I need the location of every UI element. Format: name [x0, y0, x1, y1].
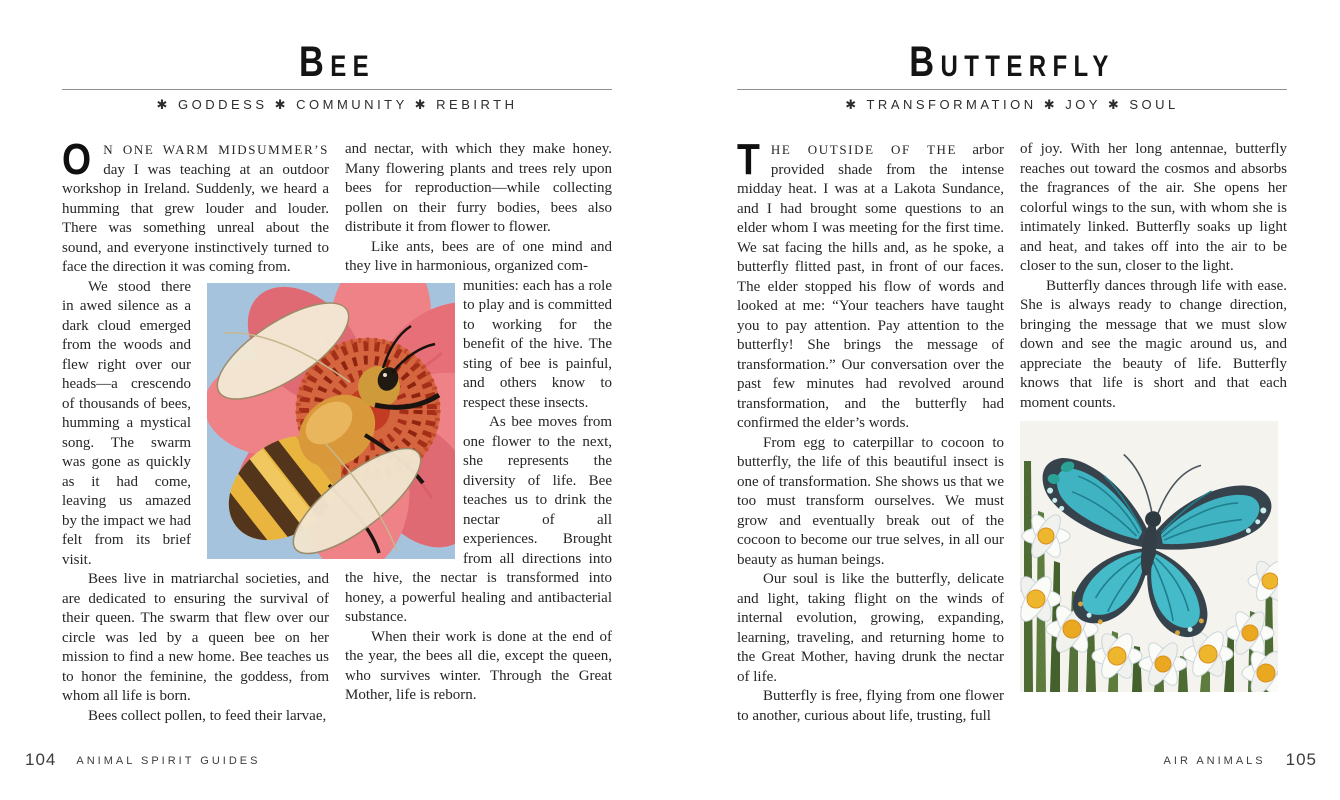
chapter-keywords-bee: ✱ GODDESS ✱ COMMUNITY ✱ REBIRTH [156, 97, 518, 112]
page-number-left: 104 [25, 750, 57, 769]
page-body-butterfly [737, 140, 1287, 758]
butterfly-column-2 [1020, 140, 1287, 758]
paragraph: As bee moves from one flower to the next, she represents the diversity of life. Bee teaches us to drink the nectar of all experiences. Brought from all directions into the hive, the nectar is transformed into honey, a powerful healing and antibacterial substance. [345, 414, 612, 625]
paragraph: and nectar, with which they make honey. Many flowering plants and trees rely upon bees for reproduction—while collecting pollen on their furry bodies, bees also distribute it from flower to flower. [345, 141, 612, 235]
butterfly-illustration [1020, 421, 1278, 692]
paragraph: Like ants, bees are of one mind and they live in harmonious, organized com- [345, 238, 612, 274]
chapter-title-butterfly: BUTTERFLY [909, 38, 1115, 86]
chapter-header-bee [62, 40, 612, 113]
title-rule [62, 89, 612, 90]
paragraph: Butterfly is free, flying from one flower to another, curious about life, trusting, full [737, 688, 1004, 724]
paragraph: From egg to caterpillar to cocoon to butterfly, the life of this beautiful insect is one of transformation. She shows us that we too must transform ourselves. We must grow and eventually break out of the cocoon to become our true selves, in all our beauty as human beings. [737, 434, 1004, 568]
paragraph-text: arbor provided shade from the intense midday heat. I was at a Lakota Sundance, and I had brought some questions to an elder whom I was meeting for the first time. We sat facing the hills and, as he spoke, a butterfly flitted past, in front of our faces. The elder stopped his flow of words and looked at me: “Your teachers have taught you to pay attention. Pay attention to the butterfly! She brings the message of transformation.” Our conversation over the past few minutes had revolved around transformation, and the butterfly had confirmed the elder’s words. [737, 142, 1004, 431]
paragraph: Butterfly dances through life with ease. She is always ready to change direction, bringing the message that we must slow down and see the magic around us, and appreciate the beauty of life. Butterfly knows that life is short and that each moment counts. [1020, 277, 1287, 411]
paragraph-opening-butterfly [737, 140, 1004, 434]
paragraph-opening-bee [62, 140, 329, 278]
paragraph: We stood there in awed silence as a dark cloud emerged from the woods and flew right over our heads—a crescendo of thousands of bees, humming a mystical song. The swarm was gone as quickly as it had come, leaving us amazed by the impact we had felt from its brief visit. [62, 278, 191, 568]
paragraph: When their work is done at the end of the year, the bees all die, except the queen, who survives winter. Through the Great Mother, life is reborn. [345, 628, 612, 703]
opening-smallcaps: HE OUTSIDE OF THE [770, 142, 958, 157]
paragraph: Our soul is like the butterfly, delicate and light, taking flight on the winds of internal evolution, growing, expanding, learning, traveling, and returning home to the Great Mother, having drunk the nectar of life. [737, 571, 1004, 685]
paragraph-continuation: of joy. With her long antennae, butterfly reaches out toward the cosmos and absorbs the fragrances of the air. She opens her colorful wings to the sun, with whom she is intimately linked. Butterfly soaks up light and heat, and takes off into the air to be closer to the sun, closer to the light. [1020, 141, 1287, 274]
chapter-title-bee: BEE [298, 38, 376, 86]
page-bee [62, 40, 612, 758]
title-rule [737, 89, 1287, 90]
dropcap-t: T [737, 140, 760, 184]
running-head-right: AIR ANIMALS [1163, 755, 1266, 767]
page-number-right: 105 [1285, 750, 1317, 769]
footer-left [25, 750, 260, 770]
paragraph-text: day I was teaching at an outdoor workshop in Ireland. Suddenly, we heard a humming that grew louder and louder. There was something unreal about the sound, and everyone instinctively turned to face the direction it was coming from. [62, 161, 329, 275]
paragraph-continuation: munities: each has a role to play and is committed to working for the benefit of the hive. The sting of bee is painful, and others know to respect these insects. [463, 277, 612, 411]
bee-illustration [207, 283, 455, 559]
chapter-keywords-butterfly: ✱ TRANSFORMATION ✱ JOY ✱ SOUL [845, 97, 1179, 112]
paragraph: Bees live in matriarchal societies, and are dedicated to ensuring the survival of their queen. The swarm that flew over our circle was led by a queen bee on her mission to find a new home. Bee teaches us to honor the feminine, the goddess, from whom all life is born. [62, 571, 329, 704]
chapter-header-butterfly [737, 40, 1287, 113]
page-butterfly [737, 40, 1287, 758]
opening-smallcaps: N ONE WARM MIDSUMMER’S [103, 142, 329, 157]
dropcap-o: O [62, 140, 92, 184]
running-head-left: ANIMAL SPIRIT GUIDES [76, 755, 261, 767]
paragraph: Bees collect pollen, to feed their larvae, [88, 707, 327, 724]
footer-right [1164, 750, 1317, 770]
butterfly-column-1 [737, 140, 1004, 758]
